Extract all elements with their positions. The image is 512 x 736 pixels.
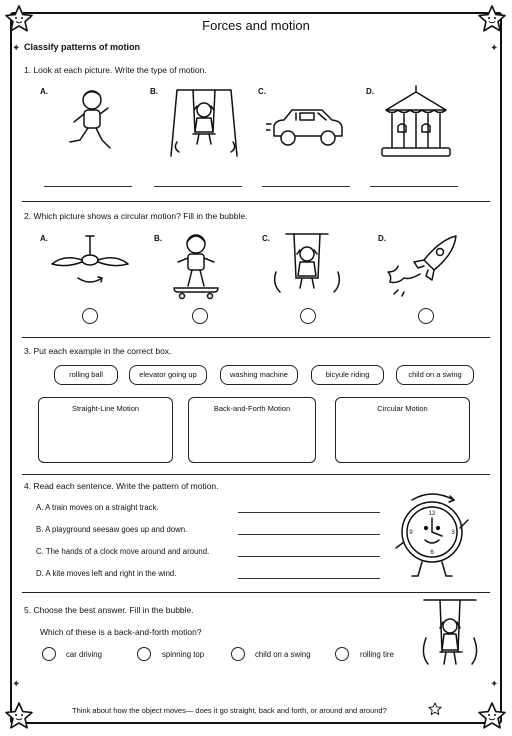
q5-option-child-on-swing: child on a swing <box>255 650 311 659</box>
question-3-prompt: 3. Put each example in the correct box. <box>24 346 172 356</box>
section-divider <box>22 337 490 338</box>
q4-answer-line[interactable] <box>238 556 380 557</box>
q2-bubble-c[interactable] <box>300 308 316 324</box>
section-divider <box>22 474 490 475</box>
sort-chip-rolling-ball[interactable]: rolling ball <box>54 365 118 385</box>
q2-letter-a: A. <box>40 234 48 243</box>
clock-number-9: 9 <box>409 530 413 536</box>
sort-chip-child-swing[interactable]: child on a swing <box>396 365 474 385</box>
question-4-prompt: 4. Read each sentence. Write the pattern of motion. <box>24 481 219 491</box>
sort-box-label: Straight-Line Motion <box>71 404 140 413</box>
q4-sentence-a: A. A train moves on a straight track. <box>36 503 159 512</box>
sparkle-icon: ✦ <box>490 43 499 54</box>
clock-number-6: 6 <box>430 550 434 556</box>
girl-on-swing-icon <box>163 86 245 158</box>
sort-chip-bicycle[interactable]: bicyule riding <box>311 365 384 385</box>
q5-option-bubble[interactable] <box>231 647 245 661</box>
q1-answer-line[interactable] <box>262 186 350 187</box>
q2-bubble-b[interactable] <box>192 308 208 324</box>
q5-option-bubble[interactable] <box>335 647 349 661</box>
q1-answer-line[interactable] <box>154 186 242 187</box>
q1-letter-d: D. <box>366 87 374 96</box>
question-5-text: Which of these is a back-and-forth motion? <box>40 627 202 637</box>
q1-letter-b: B. <box>150 87 158 96</box>
page-title: Forces and motion <box>202 18 310 33</box>
sparkle-icon: ✦ <box>12 43 21 54</box>
skateboarder-icon <box>170 230 222 300</box>
q2-bubble-a[interactable] <box>82 308 98 324</box>
small-star-icon <box>428 702 442 716</box>
section-divider <box>22 592 490 593</box>
q4-answer-line[interactable] <box>238 578 380 579</box>
q1-letter-c: C. <box>258 87 266 96</box>
sort-chip-washing-machine[interactable]: washing machine <box>220 365 298 385</box>
q4-sentence-b: B. A playground seesaw goes up and down. <box>36 525 188 534</box>
sparkle-icon: ✦ <box>12 679 21 690</box>
q5-option-bubble[interactable] <box>42 647 56 661</box>
q2-letter-c: C. <box>262 234 270 243</box>
question-5-prompt: 5. Choose the best answer. Fill in the bubble. <box>24 605 194 615</box>
girl-on-swing-icon <box>418 598 482 680</box>
question-2-prompt: 2. Which picture shows a circular motion? Fill in the bubble. <box>24 211 248 221</box>
sort-chip-elevator[interactable]: elevator going up <box>129 365 207 385</box>
running-boy-icon <box>62 86 118 156</box>
rocket-icon <box>384 232 464 300</box>
sort-box-circular[interactable] <box>335 397 470 463</box>
sort-box-label: Back-and-Forth Motion <box>213 404 291 413</box>
section-divider <box>22 201 490 202</box>
car-icon <box>266 104 350 152</box>
star-icon <box>477 701 507 731</box>
girl-on-swing-icon <box>268 232 346 302</box>
q4-sentence-c: C. The hands of a clock move around and around. <box>36 547 210 556</box>
q2-bubble-d[interactable] <box>418 308 434 324</box>
smiling-clock-icon <box>392 490 474 582</box>
sort-box-back-and-forth[interactable] <box>188 397 316 463</box>
q2-letter-b: B. <box>154 234 162 243</box>
star-icon <box>4 701 34 731</box>
q1-answer-line[interactable] <box>44 186 132 187</box>
q5-option-rolling-tire: rolling tire <box>360 650 394 659</box>
q5-option-car-driving: car driving <box>66 650 102 659</box>
sparkle-icon: ✦ <box>490 679 499 690</box>
q1-letter-a: A. <box>40 87 48 96</box>
clock-number-12: 12 <box>428 511 436 517</box>
q4-sentence-d: D. A kite moves left and right in the wind. <box>36 569 177 578</box>
ceiling-fan-icon <box>50 234 130 290</box>
q2-letter-d: D. <box>378 234 386 243</box>
carousel-icon <box>378 84 454 160</box>
q4-answer-line[interactable] <box>238 534 380 535</box>
worksheet-subtitle: Classify patterns of motion <box>24 42 141 52</box>
q4-answer-line[interactable] <box>238 512 380 513</box>
footer-tip: Think about how the object moves— does it go straight, back and forth, or around and around? <box>72 706 387 715</box>
q5-option-spinning-top: spinning top <box>162 650 205 659</box>
sort-box-label: Circular Motion <box>377 404 428 413</box>
question-1-prompt: 1. Look at each picture. Write the type of motion. <box>24 65 207 75</box>
q1-answer-line[interactable] <box>370 186 458 187</box>
clock-number-3: 3 <box>451 530 455 536</box>
sort-box-straight-line[interactable] <box>38 397 173 463</box>
q5-option-bubble[interactable] <box>137 647 151 661</box>
